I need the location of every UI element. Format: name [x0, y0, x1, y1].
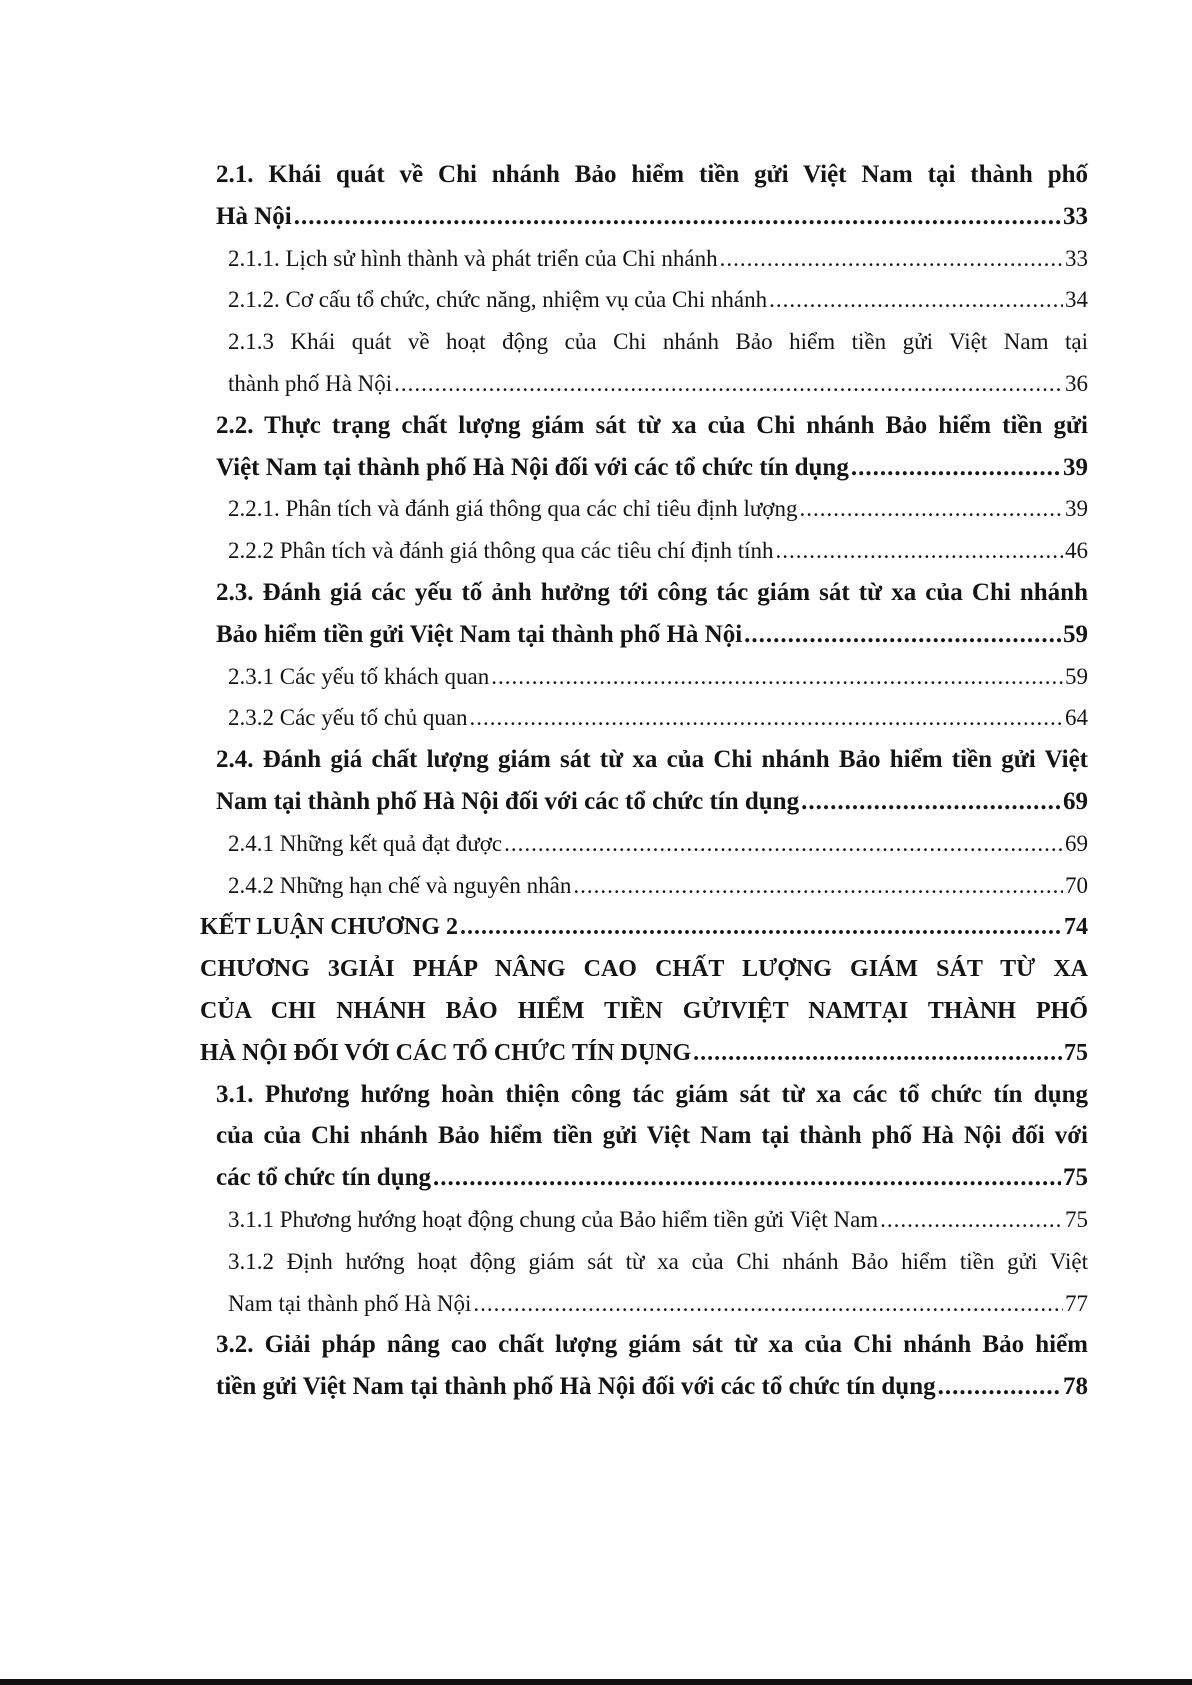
toc-entry-title: của của Chi nhánh Bảo hiểm tiền gửi Việt Nam tại thành phố Hà Nội đối với [216, 1122, 1088, 1149]
toc-page-number: 75 [1065, 1207, 1088, 1232]
toc-leader-dots [504, 829, 1063, 859]
toc-entry-title: 3.2. Giải pháp nâng cao chất lượng giám sát từ xa của Chi nhánh Bảo hiểm [216, 1331, 1088, 1358]
toc-leader-dots [693, 1038, 1062, 1068]
toc-page-number: 77 [1065, 1291, 1088, 1316]
toc-leader-dots [460, 912, 1062, 942]
toc-entry-title: Nam tại thành phố Hà Nội đối với các tổ chức tín dụng [216, 788, 800, 815]
toc-leader-dots [294, 202, 1061, 232]
toc-entry-title: 2.4.2 Những hạn chế và nguyên nhân [228, 873, 572, 898]
toc-leader-dots [769, 285, 1063, 315]
toc-page-number: 33 [1065, 246, 1088, 271]
toc-entry-title: tiền gửi Việt Nam tại thành phố Hà Nội đối với các tổ chức tín dụng [216, 1373, 936, 1400]
toc-entry-title: thành phố Hà Nội [228, 371, 393, 396]
toc-leader-dots [851, 453, 1061, 483]
toc-leader-dots [491, 662, 1063, 692]
toc-leader-dots [470, 703, 1063, 733]
toc-entry-title: 2.1.2. Cơ cấu tổ chức, chức năng, nhiệm vụ của Chi nhánh [228, 287, 768, 312]
toc-leader-dots [573, 871, 1063, 901]
toc-page-number: 34 [1065, 287, 1088, 312]
toc-page-number: 39 [1065, 496, 1088, 521]
toc-entry-title: 3.1. Phương hướng hoàn thiện công tác giám sát từ xa các tổ chức tín dụng [216, 1081, 1088, 1108]
toc-page-number: 46 [1065, 538, 1088, 563]
toc-entry-title: 3.1.1 Phương hướng hoạt động chung của Bảo hiểm tiền gửi Việt Nam [228, 1207, 879, 1232]
toc-leader-dots [776, 536, 1064, 566]
toc-entry-title: Nam tại thành phố Hà Nội [228, 1291, 472, 1316]
toc-leader-dots [433, 1163, 1061, 1193]
toc-leader-dots [720, 244, 1063, 274]
toc-page-number: 33 [1063, 203, 1088, 230]
toc-page-number: 39 [1063, 454, 1088, 481]
toc-entry-title: CHƯƠNG 3GIẢI PHÁP NÂNG CAO CHẤT LƯỢNG GIÁM SÁT TỪ XA [200, 956, 1088, 982]
toc-entry-title: 2.1.3 Khái quát về hoạt động của Chi nhánh Bảo hiểm tiền gửi Việt Nam tại [228, 329, 1088, 354]
toc-page-number: 64 [1065, 705, 1088, 730]
toc-leader-dots [473, 1289, 1063, 1319]
toc-entry-title: 2.1. Khái quát về Chi nhánh Bảo hiểm tiền gửi Việt Nam tại thành phố [216, 161, 1088, 188]
toc-entry-title: HÀ NỘI ĐỐI VỚI CÁC TỔ CHỨC TÍN DỤNG [200, 1040, 692, 1066]
toc-entry-title: các tổ chức tín dụng [216, 1164, 432, 1191]
toc-page-number: 78 [1063, 1373, 1088, 1400]
toc-leader-dots [801, 787, 1061, 817]
toc-entry-title: 3.1.2 Định hướng hoạt động giám sát từ xa của Chi nhánh Bảo hiểm tiền gửi Việt [228, 1249, 1088, 1274]
toc-page-number: 59 [1063, 621, 1088, 648]
toc-entry-title: 2.4. Đánh giá chất lượng giám sát từ xa của Chi nhánh Bảo hiểm tiền gửi Việt [216, 746, 1088, 773]
toc-entry-title: 2.2. Thực trạng chất lượng giám sát từ xa của Chi nhánh Bảo hiểm tiền gửi [216, 412, 1088, 439]
toc-entry-title: 2.1.1. Lịch sử hình thành và phát triển của Chi nhánh [228, 246, 718, 271]
toc-page-number: 75 [1064, 1040, 1088, 1066]
bottom-border [0, 1679, 1192, 1685]
toc-page-number: 70 [1065, 873, 1088, 898]
toc-leader-dots [880, 1205, 1063, 1235]
toc-entry-title: Bảo hiểm tiền gửi Việt Nam tại thành phố Hà Nội [216, 621, 743, 648]
toc-entry-title: 2.4.1 Những kết quả đạt được [228, 831, 503, 856]
toc-leader-dots [394, 369, 1063, 399]
toc-entry-title: CỦA CHI NHÁNH BẢO HIỂM TIỀN GỬIVIỆT NAMTẠI THÀNH PHỐ [200, 998, 1088, 1024]
toc-leader-dots [938, 1372, 1061, 1402]
toc-page-number: 59 [1065, 664, 1088, 689]
toc-entry-title: KẾT LUẬN CHƯƠNG 2 [200, 914, 459, 940]
toc-page-number: 36 [1065, 371, 1088, 396]
toc-leader-dots [799, 494, 1063, 524]
toc-entry-title: Hà Nội [216, 203, 292, 230]
toc-entry-title: Việt Nam tại thành phố Hà Nội đối với các tổ chức tín dụng [216, 454, 849, 481]
toc-entry-title: 2.3.2 Các yếu tố chủ quan [228, 705, 468, 730]
toc-page-number: 69 [1063, 788, 1088, 815]
toc-entry-title: 2.3. Đánh giá các yếu tố ảnh hưởng tới công tác giám sát từ xa của Chi nhánh [216, 579, 1088, 606]
toc-page-number: 75 [1063, 1164, 1088, 1191]
toc-entry-title: 2.2.2 Phân tích và đánh giá thông qua các tiêu chí định tính [228, 538, 774, 563]
toc-page-number: 69 [1065, 831, 1088, 856]
toc-page-number: 74 [1064, 914, 1088, 940]
toc-entry-title: 2.2.1. Phân tích và đánh giá thông qua các chỉ tiêu định lượng [228, 496, 798, 521]
toc-leader-dots [744, 620, 1061, 650]
toc-entry-title: 2.3.1 Các yếu tố khách quan [228, 664, 490, 689]
